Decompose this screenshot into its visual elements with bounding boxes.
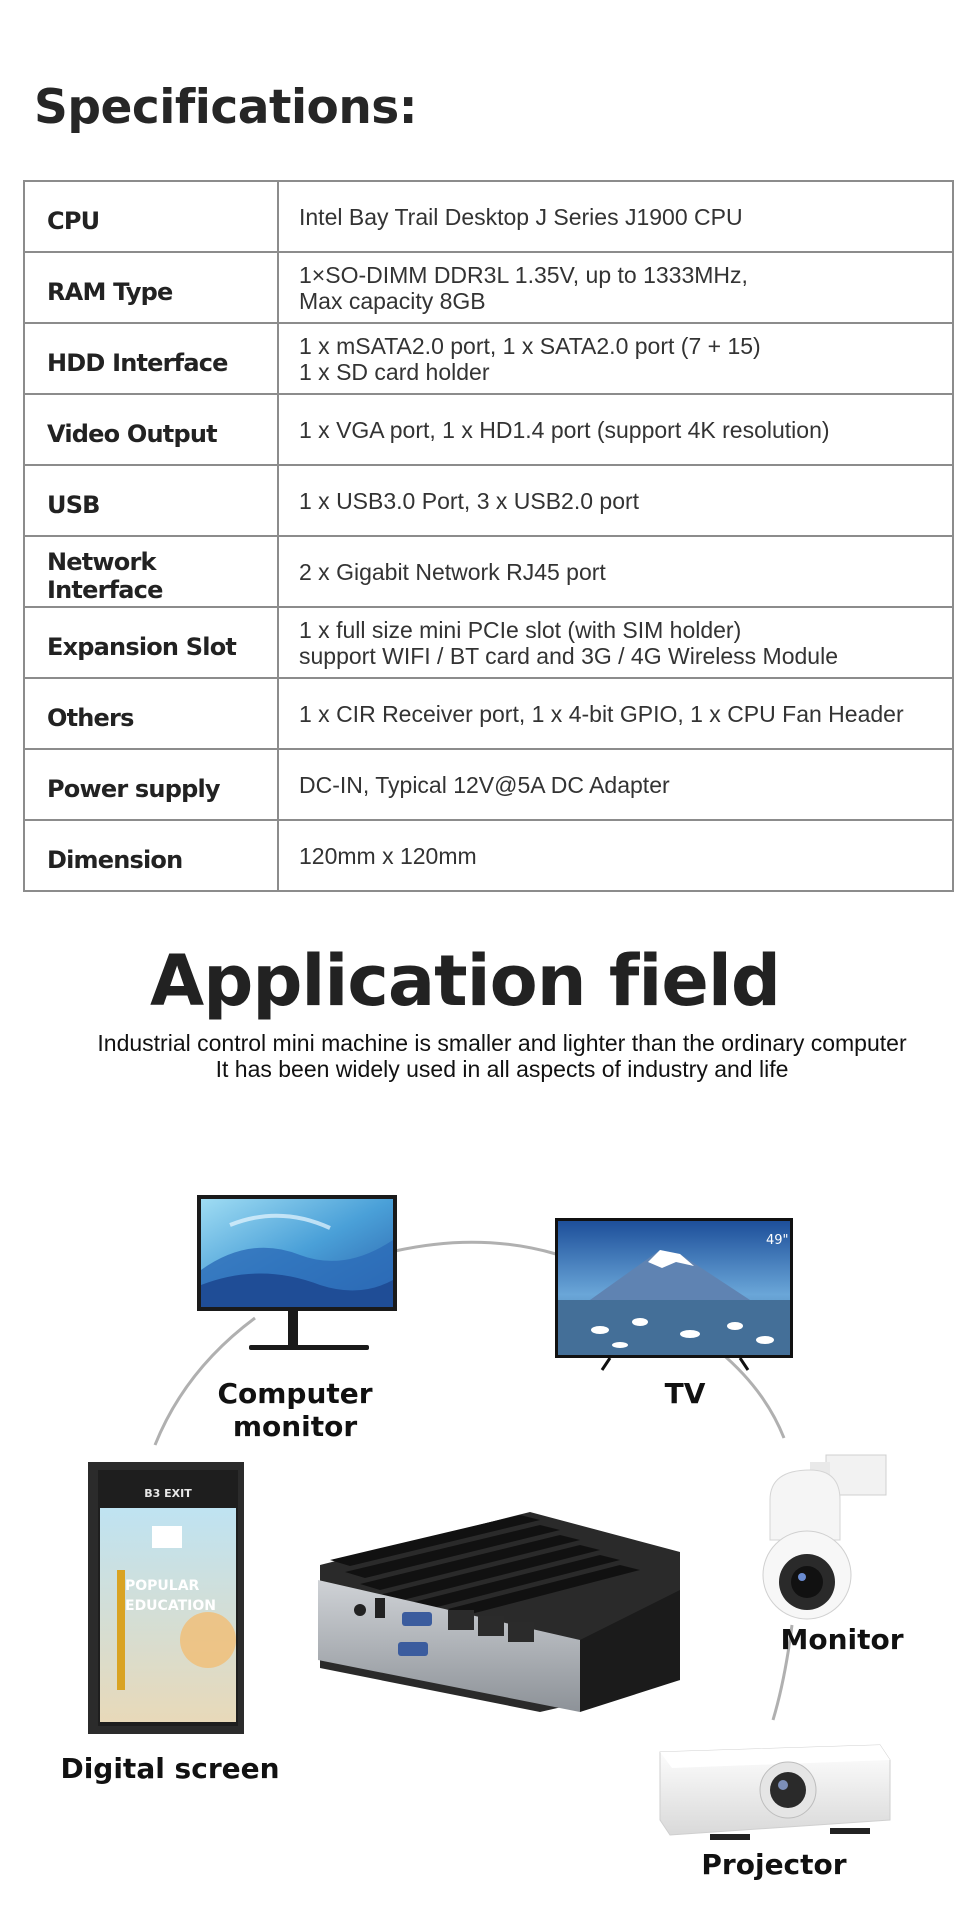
digital-screen-image — [88, 1462, 244, 1734]
spec-value-line: 2 x Gigabit Network RJ45 port — [299, 558, 606, 585]
computer-monitor-image — [197, 1195, 397, 1350]
sign-line1: POPULAR — [125, 1578, 200, 1594]
sign-header: B3 EXIT — [144, 1487, 192, 1500]
spec-value — [278, 820, 953, 891]
spec-value — [278, 678, 953, 749]
specifications-title: Specifications: — [34, 80, 418, 135]
tv-image — [555, 1218, 793, 1370]
spec-value-line: 1 x full size mini PCIe slot (with SIM holder) — [299, 616, 742, 643]
spec-label: Network Interface — [24, 536, 278, 607]
spec-label: Others — [24, 678, 278, 749]
spec-label: USB — [24, 465, 278, 536]
spec-row — [24, 465, 953, 536]
spec-value-line: Max capacity 8GB — [299, 287, 486, 314]
spec-row — [24, 323, 953, 394]
spec-value — [278, 181, 953, 252]
spec-row — [24, 820, 953, 891]
application-subtitle-line: Industrial control mini machine is smaller and lighter than the ordinary computer — [97, 1030, 907, 1056]
spec-label: CPU — [24, 181, 278, 252]
spec-value — [278, 465, 953, 536]
specifications-table — [23, 180, 954, 892]
projector-image — [660, 1745, 890, 1840]
spec-value-line: support WIFI / BT card and 3G / 4G Wireless Module — [299, 642, 838, 669]
spec-value-line: 1 x VGA port, 1 x HD1.4 port (support 4K resolution) — [299, 416, 830, 443]
application-subtitle — [0, 1030, 970, 1082]
application-title: Application field — [150, 940, 780, 1022]
spec-row — [24, 749, 953, 820]
monitor-camera-image — [763, 1455, 886, 1619]
spec-value — [278, 323, 953, 394]
monitor-label: Monitor — [780, 1623, 904, 1656]
spec-value-line: DC-IN, Typical 12V@5A DC Adapter — [299, 771, 670, 798]
spec-row — [24, 536, 953, 607]
sign-line2: EDUCATION — [125, 1598, 216, 1614]
spec-value-line: 120mm x 120mm — [299, 842, 477, 869]
spec-row — [24, 678, 953, 749]
spec-label: Power supply — [24, 749, 278, 820]
spec-value — [278, 607, 953, 678]
spec-label: HDD Interface — [24, 323, 278, 394]
spec-row — [24, 181, 953, 252]
spec-value-line: Intel Bay Trail Desktop J Series J1900 CPU — [299, 203, 743, 230]
digital-screen-label: Digital screen — [60, 1752, 280, 1785]
spec-label: RAM Type — [24, 252, 278, 323]
spec-value-line: 1×SO-DIMM DDR3L 1.35V, up to 1333MHz, — [299, 261, 748, 288]
spec-row — [24, 607, 953, 678]
spec-label: Dimension — [24, 820, 278, 891]
computer-monitor-label: Computer monitor — [217, 1377, 373, 1443]
spec-value-line: 1 x mSATA2.0 port, 1 x SATA2.0 port (7 + 15) — [299, 332, 761, 359]
spec-value — [278, 394, 953, 465]
spec-value — [278, 749, 953, 820]
tv-size-label: 49" — [766, 1233, 789, 1248]
spec-value-line: 1 x CIR Receiver port, 1 x 4-bit GPIO, 1 x CPU Fan Header — [299, 700, 904, 727]
spec-value-line: 1 x SD card holder — [299, 358, 490, 385]
projector-label: Projector — [701, 1848, 847, 1881]
spec-label: Video Output — [24, 394, 278, 465]
application-diagram — [0, 1180, 970, 1919]
spec-value — [278, 252, 953, 323]
spec-row — [24, 252, 953, 323]
spec-row — [24, 394, 953, 465]
mini-pc-image — [318, 1512, 680, 1712]
spec-label: Expansion Slot — [24, 607, 278, 678]
tv-label: TV — [664, 1377, 706, 1410]
spec-value-line: 1 x USB3.0 Port, 3 x USB2.0 port — [299, 487, 640, 514]
application-subtitle-line: It has been widely used in all aspects of industry and life — [215, 1056, 789, 1082]
spec-value — [278, 536, 953, 607]
